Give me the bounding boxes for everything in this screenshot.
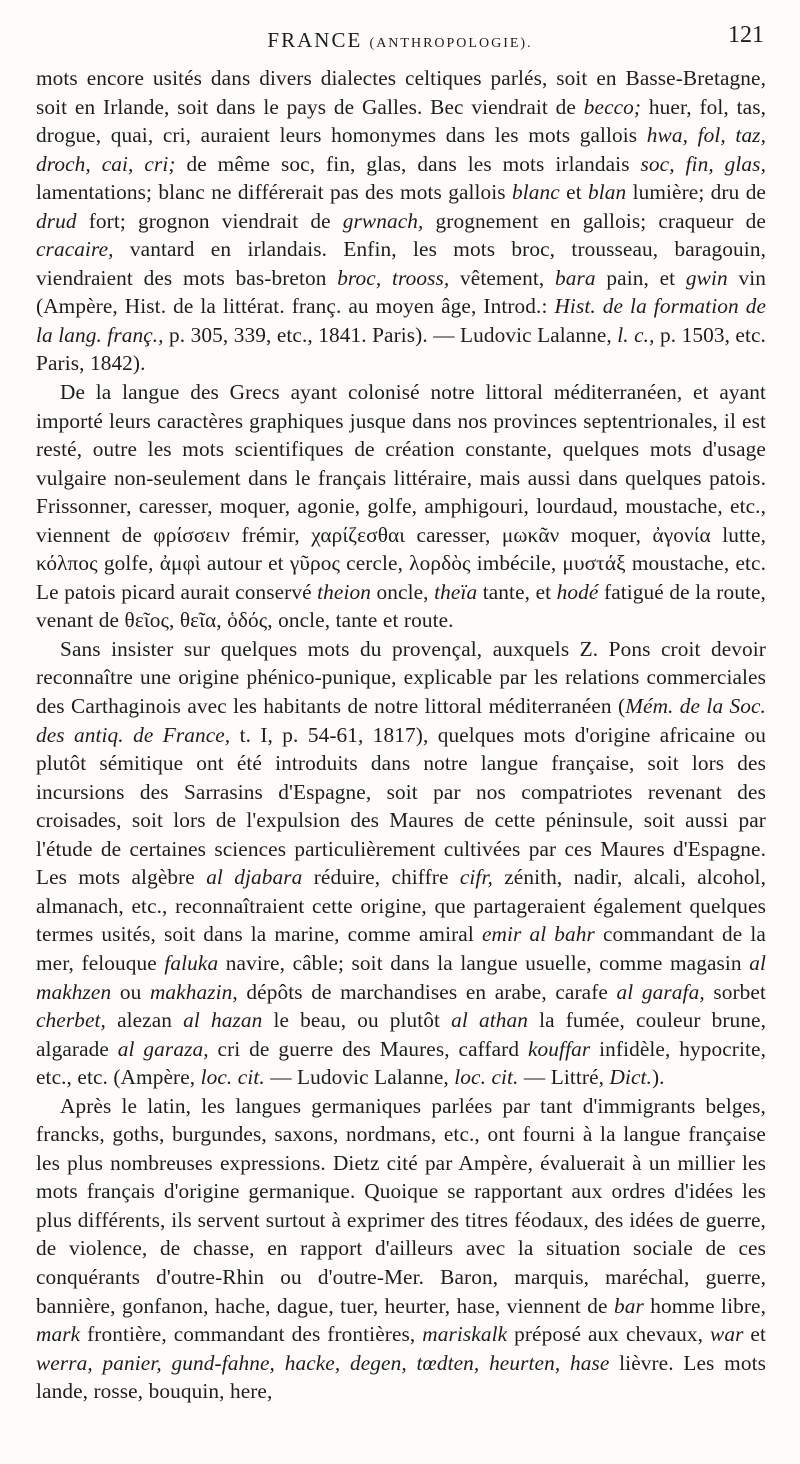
paragraph-3	[36, 635, 766, 1092]
text-run: sorbet	[704, 979, 766, 1004]
text-run: Après le latin, les langues germaniques parlées par tant d'immigrants belges, francks, goths, burgundes, saxons, nordmans, etc., ont fourni à la langue française les plus nombreuses expressions. Dietz cité par Ampère, évaluerait à un millier les mots français d'origine germanique. Quoique se rapportant aux ordres d'idées les plus différents, ils servent surtout à exprimer des titres féodaux, des idées de guerre, de violence, de chasse, en rapport d'ailleurs avec la situation sociale de ces conquérants d'outre-Rhin ou d'outre-Mer. Baron, marquis, maréchal, guerre, bannière, gonfanon, hache, dague, tuer, heurter, hase, viennent de	[36, 1093, 766, 1318]
text-run: fort; grognon viendrait de	[76, 208, 343, 233]
text-run: t. I, p. 54-61, 1817), quelques mots d'origine africaine ou plutôt sémitique ont été introduits dans notre langue française, soit lors des incursions des Sarrasins d'Espagne, soit par nos compatriotes revenant des croisades, soit lors de l'expulsion des Maures de cette péninsule, soit aussi par l'étude de certaines sciences particulièrement cultivées par ces Maures d'Espagne. Les mots algèbre	[36, 722, 766, 890]
italic-term: grwnach,	[342, 208, 424, 233]
text-run: homme libre,	[643, 1293, 767, 1318]
text-run: Sans insister sur quelques mots du provençal, auxquels Z. Pons croit devoir reconnaître une origine phénico-punique, explicable par les relations commerciales des Carthaginois avec les habitants de notre littoral méditerranéen (	[36, 636, 766, 719]
text-run: tante, et	[477, 579, 557, 604]
italic-term: mark	[36, 1322, 81, 1347]
text-run: p. 1503, etc. Paris, 1842).	[36, 322, 766, 376]
text-run: mots encore usités dans divers dialectes celtiques parlés, soit en Basse-Bretagne, soit en Irlande, soit dans le pays de Galles. Bec viendrait de	[36, 66, 766, 119]
italic-term: faluka	[164, 950, 219, 975]
text-run: De la langue des Grecs ayant colonisé notre littoral méditerranéen, et ayant importé leurs caractères graphiques jusque dans nos provinces septentrionales, il est resté, outre les mots scientifiques de création constante, quelques mots d'usage vulgaire non-seulement dans le français littéraire, mais aussi dans quelques patois. Frissonner, caresser, moquer, agonie, golfe, amphigouri, lourdaud, moustache, etc., viennent de φρίσσειν frémir, χαρίζεσθαι caresser, μωκᾶν moquer, ἀγονία lutte, κόλπος golfe, ἀμφὶ autour et γῦρος cercle, λορδὸς imbécile, μυστάξ moustache, etc. Le patois picard aurait conservé	[36, 380, 766, 604]
page-number: 121	[728, 22, 764, 48]
text-run: zénith, nadir, alcali, alcohol, almanach, etc., reconnaîtraient cette origine, que partageraient également quelques termes usités, soit dans la marine, comme amiral	[36, 865, 766, 947]
text-run: vêtement,	[449, 265, 556, 290]
paragraph-1	[36, 64, 766, 378]
paragraph-2	[36, 378, 766, 635]
text-run: lamentations; blanc ne différerait pas des mots gallois	[36, 180, 512, 205]
text-run: ou	[111, 979, 150, 1004]
italic-term: al athan	[451, 1008, 529, 1033]
italic-term: al hazan	[183, 1008, 263, 1033]
text-run: dépôts de marchandises en arabe, carafe	[237, 979, 617, 1004]
text-run: lumière; dru de	[626, 180, 766, 205]
text-run: p. 305, 339, etc., 1841. Paris). — Ludovic Lalanne,	[163, 322, 618, 347]
italic-term: theion	[317, 579, 371, 604]
italic-term: Mém. de la Soc. des antiq. de France,	[36, 694, 766, 747]
italic-term: al makhzen	[36, 950, 766, 1004]
italic-term: broc, trooss,	[337, 265, 450, 290]
italic-term: mariskalk	[422, 1322, 508, 1347]
text-run: grognement en gallois; craqueur de	[423, 208, 766, 233]
italic-term: blanc	[512, 180, 560, 205]
text-run: navire, câble; soit dans la langue usuelle, comme magasin	[218, 950, 750, 975]
italic-term: hodé	[556, 579, 599, 604]
italic-term: l. c.,	[617, 322, 655, 347]
italic-term: soc, fin, glas,	[640, 151, 766, 176]
italic-term: war	[710, 1322, 744, 1347]
text-run: le beau, ou plutôt	[262, 1008, 452, 1033]
text-run: cri de guerre des Maures, caffard	[208, 1036, 528, 1061]
text-run: lièvre. Les mots lande, rosse, bouquin, here,	[36, 1350, 766, 1404]
italic-term: Hist. de la formation de la lang. franç.,	[36, 294, 766, 347]
body-text	[36, 64, 766, 1406]
italic-term: al garafa,	[616, 979, 705, 1004]
text-run: vantard en irlandais. Enfin, les mots broc, trousseau, baragouin, viendraient des mots bas-breton	[36, 237, 766, 290]
italic-term: bar	[613, 1293, 644, 1318]
italic-term: al garaza,	[117, 1036, 209, 1061]
text-run: — Littré,	[518, 1065, 610, 1090]
text-run: la fumée, couleur brune, algarade	[36, 1008, 767, 1061]
italic-term: cracaire,	[36, 237, 114, 262]
italic-term: cifr,	[459, 865, 493, 890]
text-run: vin (Ampère, Hist. de la littérat. franç. au moyen âge, Introd.:	[36, 265, 766, 319]
italic-term: gwin	[685, 265, 728, 290]
running-title-subtitle: (ANTHROPOLOGIE).	[369, 36, 533, 51]
page-header	[36, 22, 764, 62]
italic-term: al djabara	[206, 865, 303, 890]
text-run: — Ludovic Lalanne,	[264, 1065, 455, 1090]
text-run: huer, fol, tas, drogue, quai, cri, auraient leurs homonymes dans les mots gallois	[36, 94, 767, 148]
text-run: pain, et	[595, 265, 686, 290]
italic-term: kouffar	[528, 1036, 591, 1061]
italic-term: bara	[555, 265, 596, 290]
italic-term: werra, panier, gund-fahne, hacke, degen, tœdten, heurten, hase	[36, 1350, 610, 1375]
italic-term: becco;	[583, 94, 642, 119]
italic-term: emir al bahr	[481, 922, 595, 947]
text-run: alezan	[105, 1008, 184, 1033]
italic-term: loc. cit.	[200, 1065, 265, 1090]
text-run: de même soc, fin, glas, dans les mots irlandais	[175, 151, 641, 176]
text-run: commandant de la mer, felouque	[36, 922, 766, 975]
italic-term: drud	[36, 208, 77, 233]
text-run: ).	[651, 1065, 665, 1090]
italic-term: hwa, fol, taz, droch, cai, cri;	[36, 123, 766, 176]
paragraph-4	[36, 1092, 766, 1406]
text-run: et	[743, 1322, 766, 1347]
italic-term: loc. cit.	[454, 1065, 519, 1090]
text-run: oncle,	[371, 579, 435, 604]
text-run: infidèle, hypocrite, etc., etc. (Ampère,	[36, 1036, 767, 1090]
text-run: et	[559, 180, 589, 205]
italic-term: theïa	[434, 579, 478, 604]
text-run: préposé aux chevaux,	[507, 1322, 711, 1347]
text-run: fatigué de la route, venant de θεῖος, θεῖα, ὁδός, oncle, tante et route.	[36, 579, 766, 633]
running-title	[36, 28, 764, 53]
running-title-main: FRANCE	[267, 28, 363, 52]
text-run: réduire, chiffre	[302, 865, 460, 890]
italic-term: blan	[588, 180, 627, 205]
text-run: frontière, commandant des frontières,	[80, 1322, 423, 1347]
italic-term: cherbet,	[36, 1008, 106, 1033]
italic-term: Dict.	[609, 1065, 652, 1090]
italic-term: makhazin,	[149, 979, 238, 1004]
